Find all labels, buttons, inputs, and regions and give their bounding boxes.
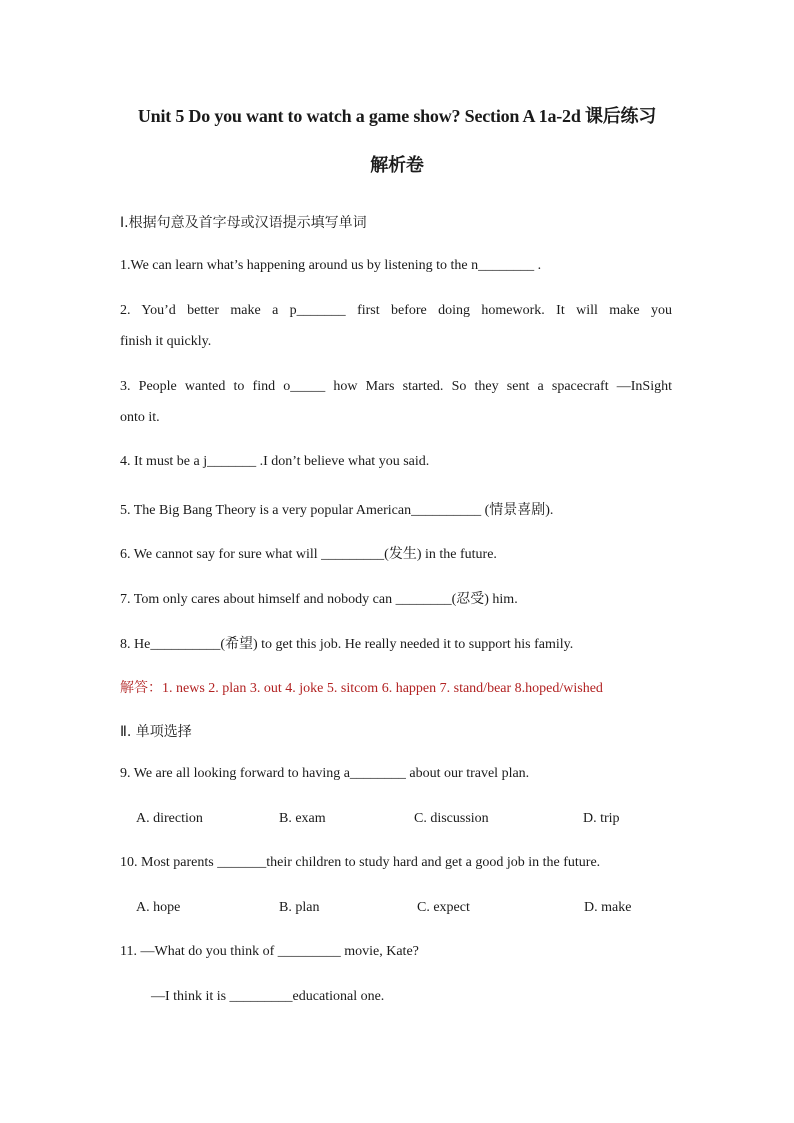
- question-6: 6. We cannot say for sure what will _________(发生) in the future.: [120, 547, 497, 562]
- question-2-line2: finish it quickly.: [120, 334, 212, 349]
- question-10-option-d: D. make: [584, 900, 632, 915]
- question-9: 9. We are all looking forward to having a________ about our travel plan.: [120, 766, 530, 781]
- question-9-option-d: D. trip: [583, 811, 620, 826]
- question-3-line2: onto it.: [120, 410, 160, 425]
- question-1: 1.We can learn what’s happening around us by listening to the n________ .: [120, 258, 542, 273]
- question-9-option-b: B. exam: [279, 811, 326, 826]
- question-11-reply: —I think it is _________educational one.: [151, 989, 385, 1004]
- question-7: 7. Tom only cares about himself and nobody can ________(忍受) him.: [120, 592, 518, 607]
- question-10: 10. Most parents _______their children to study hard and get a good job in the future.: [120, 855, 601, 870]
- question-4: 4. It must be a j_______ .I don’t believe what you said.: [120, 454, 430, 469]
- document-title: Unit 5 Do you want to watch a game show? Section A 1a-2d 课后练习: [137, 106, 657, 126]
- document-subtitle: 解析卷: [370, 155, 424, 175]
- question-9-option-a: A. direction: [136, 811, 203, 826]
- question-11: 11. —What do you think of _________ movie, Kate?: [120, 944, 419, 959]
- question-10-option-c: C. expect: [417, 900, 470, 915]
- question-10-option-a: A. hope: [136, 900, 181, 915]
- question-2-line1: 2. You’d better make a p_______ first before doing homework. It will make you: [120, 303, 672, 318]
- question-3-line1: 3. People wanted to find o_____ how Mars started. So they sent a spacecraft —InSight: [120, 379, 672, 394]
- question-8: 8. He__________(希望) to get this job. He really needed it to support his family.: [120, 637, 574, 652]
- section1-answer-key: 解答：1. news 2. plan 3. out 4. joke 5. sitcom 6. happen 7. stand/bear 8.hoped/wished: [120, 681, 603, 696]
- question-9-option-c: C. discussion: [414, 811, 489, 826]
- question-5: 5. The Big Bang Theory is a very popular American__________ (情景喜剧).: [120, 503, 554, 518]
- section2-heading: Ⅱ. 单项选择: [120, 724, 192, 740]
- question-10-option-b: B. plan: [279, 900, 320, 915]
- section1-heading: Ⅰ.根据句意及首字母或汉语提示填写单词: [120, 215, 367, 231]
